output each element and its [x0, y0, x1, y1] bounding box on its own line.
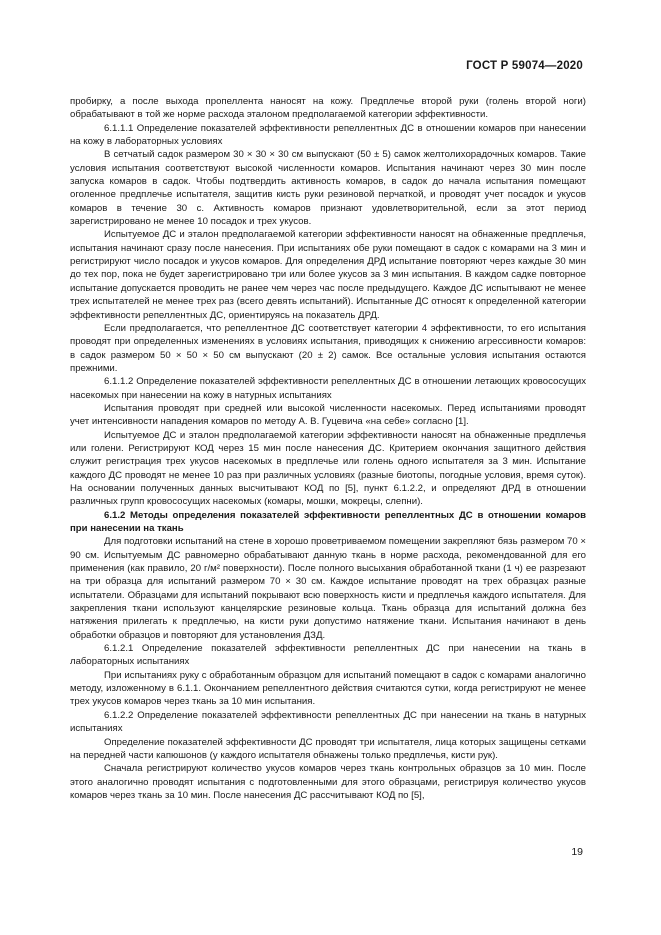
body-paragraph: Для подготовки испытаний на стене в хорошо проветриваемом помещении закрепляют бязь размером 70 × 90 см. Испытуемым ДС равномерно обрабатывают данную ткань в норме расхода, рекомендованной для его применения (как правило, 20 г/м² поверхности). После полного высыхания обработанной ткани (1 ч) ее разрезают на три образца для испытаний размером 70 × 30 см. Каждое испытание проводят на трех образцах разные испытатели. Образцами для испытаний покрывают всю поверхность кисти и предплечья каждого испытателя. Для закрепления ткани используют канцелярские резиновые кольца. Ткань образца для испытаний должна без натяжения прилегать к предплечью, на кисти руки допустимо натяжение ткани. Испытания начинают в день обработки образцов и повторяют для установления ДЗД.	[70, 536, 586, 641]
page-number: 19	[571, 846, 583, 858]
body-paragraph: 6.1.1.1 Определение показателей эффективности репеллентных ДС в отношении комаров при нанесении на кожу в лабораторных условиях	[70, 122, 586, 148]
body-paragraph: Если предполагается, что репеллентное ДС соответствует категории 4 эффективности, то его испытания проводят при определенных изменениях в условиях испытания, приводящих к снижению агрессивности комаров: в садок размером 50 × 50 × 50 см выпускают (20 ± 2) самок. Все остальные условия испытания остаются прежними.	[70, 322, 586, 374]
body-paragraph: Испытания проводят при средней или высокой численности насекомых. Перед испытаниями проводят учет интенсивности нападения комаров по методу А. В. Гуцевича «на себе» согласно [1].	[70, 402, 586, 428]
body-paragraph: Сначала регистрируют количество укусов комаров через ткань контрольных образцов за 10 мин. После этого аналогично проводят испытания с подготовленными для этого образцами, регистрируя количество укусов комаров через ткань за 10 мин. После нанесения ДС рассчитывают КОД по [5],	[70, 763, 586, 801]
body-paragraph: 6.1.2.2 Определение показателей эффективности репеллентных ДС при нанесении на ткань в натурных испытаниях	[70, 709, 586, 735]
document-standard-id: ГОСТ Р 59074—2020	[466, 60, 583, 72]
body-paragraph: Испытуемое ДС и эталон предполагаемой категории эффективности наносят на обнаженные предплечья, испытания начинают сразу после нанесения. При испытаниях обе руки помещают в садок с комарами на 3 мин и регистрируют число посадок и укусов комаров. Для определения ДРД испытание повторяют через каждые 30 мин до тех пор, пока не будет зарегистрировано три или более укусов за 3 мин испытания. В каждом садке повторное испытание допускается проводить не ранее чем через час после предыдущего. Каждое ДС испытывают не менее трех испытателей не менее трех раз (всего девять испытаний). Испытанные ДС относят к определенной категории эффективности репеллентных ДС, ориентируясь на показатель ДРД.	[70, 229, 586, 321]
section-heading-paragraph: 6.1.2 Методы определения показателей эффективности репеллентных ДС в отношении комаров при нанесении на ткань	[70, 509, 586, 534]
body-paragraph: пробирку, а после выхода пропеллента наносят на кожу. Предплечье второй руки (голень второй ноги) обрабатывают в той же норме расхода эталоном предполагаемой категории эффективности.	[70, 96, 586, 121]
body-paragraph: Испытуемое ДС и эталон предполагаемой категории эффективности наносят на обнаженные предплечья или голени. Регистрируют КОД через 15 мин после нанесения ДС. Критерием окончания защитного действия служит регистрация трех укусов насекомых в предплечье или голень одного испытателя за 3 мин. Испытание каждого ДС проводят не менее 10 раз при различных условиях (разные биотопы, погодные условия, время суток). На основании полученных данных высчитывают КОД по [5], пункт 6.1.2.2, и определяют ДРД в отношении различных групп кровососущих насекомых (комары, мошки, мокрецы, слепни).	[70, 429, 586, 508]
body-paragraph: 6.1.2.1 Определение показателей эффективности репеллентных ДС при нанесении на ткань в лабораторных испытаниях	[70, 643, 586, 668]
body-paragraph: 6.1.1.2 Определение показателей эффективности репеллентных ДС в отношении летающих кровососущих насекомых при нанесении на кожу в натурных испытаниях	[70, 376, 586, 401]
document-body	[70, 95, 586, 802]
body-paragraph: При испытаниях руку с обработанным образцом для испытаний помещают в садок с комарами аналогично методу, изложенному в 6.1.1. Окончанием репеллентного действия считаются сутки, когда регистрируют не менее трех укусов комаров через ткань за 10 мин испытания.	[70, 669, 586, 708]
body-paragraph: Определение показателей эффективности ДС проводят три испытателя, лица которых защищены сетками на передней части капюшонов (у каждого испытателя обнажены только предплечья, кисти рук).	[70, 736, 586, 761]
body-paragraph: В сетчатый садок размером 30 × 30 × 30 см выпускают (50 ± 5) самок желтолихорадочных комаров. Такие условия испытания соответствуют высокой численности комаров. Испытания начинают через 30 мин после запуска комаров в садок. Чтобы подтвердить активность комаров, в садок до начала испытания помещают оголенное предплечье испытателя, защитив кисть руки резиновой перчаткой, и проводят учет посадок и укусов комаров в течение 30 с. Активность комаров признают удовлетворительной, если за этот период зарегистрировано не менее 10 посадок и трех укусов.	[70, 149, 586, 228]
